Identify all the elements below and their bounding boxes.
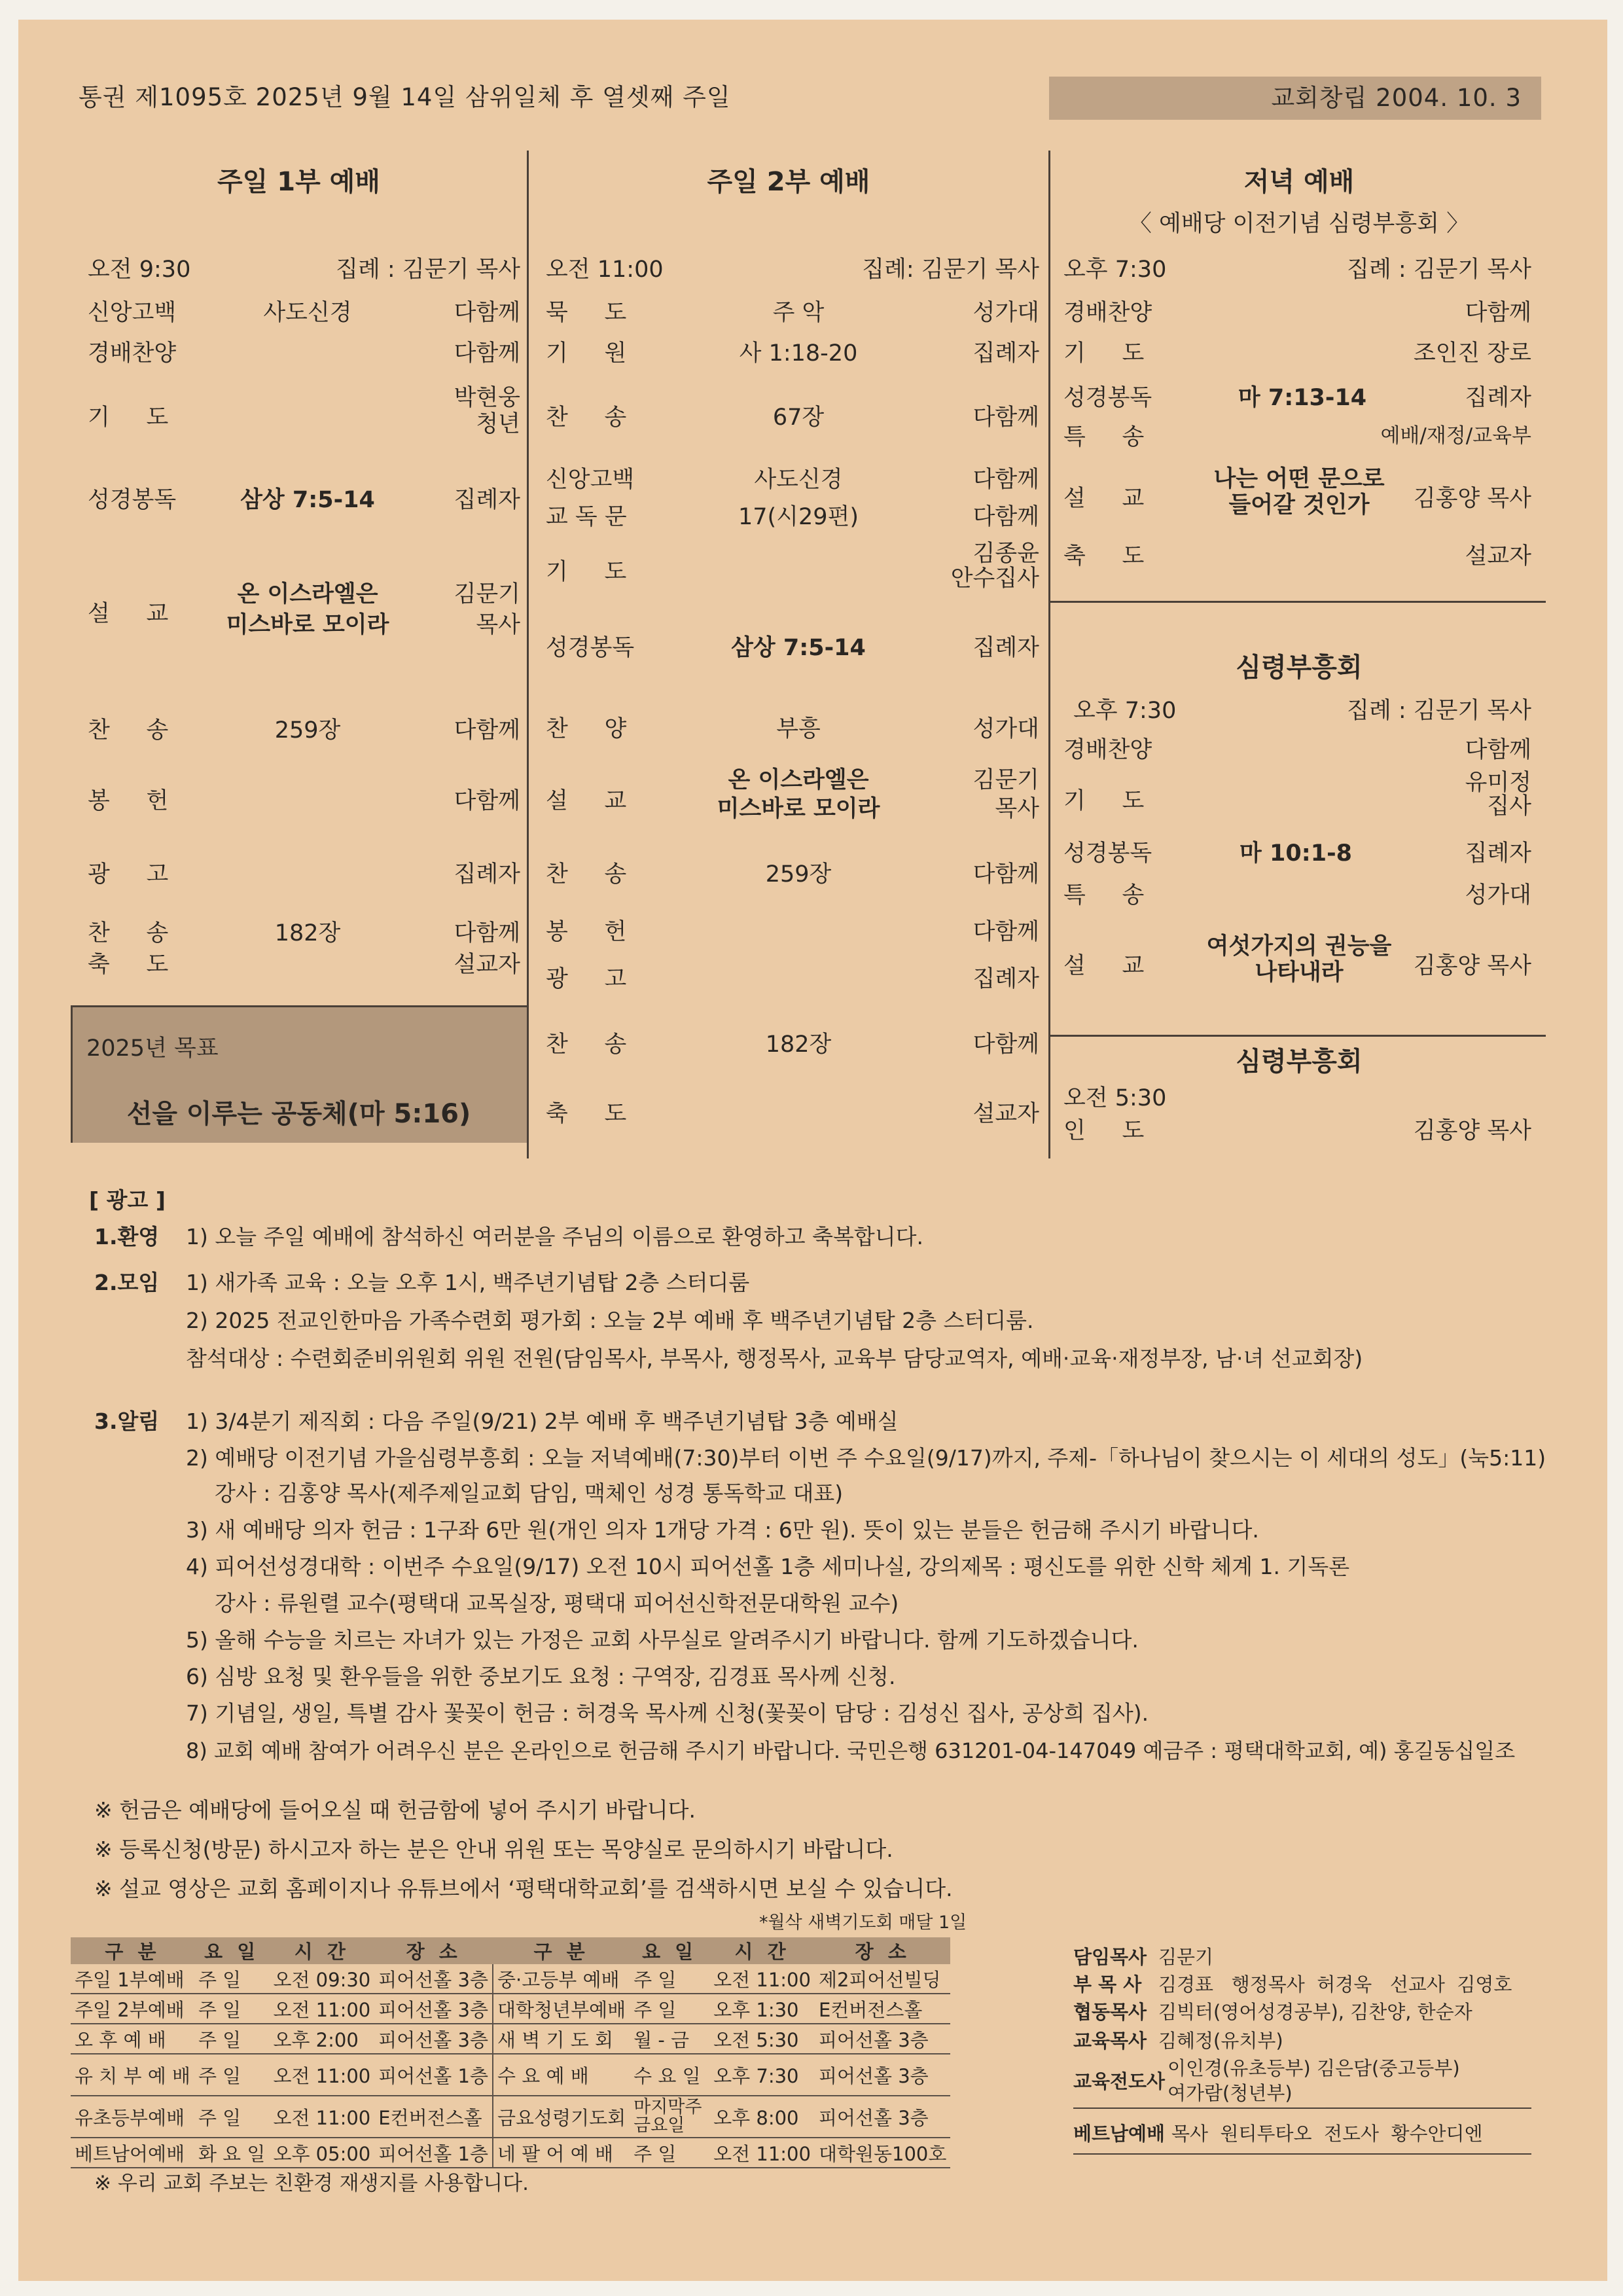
ads-heading: [ 광고 ]: [89, 1187, 166, 1213]
col3-subtitle: 〈 예배당 이전기념 심령부흥회 〉: [1128, 211, 1470, 237]
col1-item: 성경봉독: [88, 487, 177, 513]
col1-content: 182장: [274, 920, 341, 946]
col2-item: 찬 송: [546, 861, 627, 888]
table-header: 장 소: [815, 1937, 950, 1964]
table-header: 요 일: [630, 1937, 709, 1964]
col1-item: 봉 헌: [88, 788, 169, 814]
col2-who-line2: 안수집사: [950, 565, 1039, 592]
ads-notice-label: 3.알림: [94, 1408, 160, 1434]
staff-role: 교육목사: [1073, 2030, 1147, 2052]
revival1-item: 성경봉독: [1063, 840, 1152, 867]
col3-item: 성경봉독: [1063, 385, 1152, 411]
table-row: [71, 1994, 950, 2024]
staff-edu: [1073, 2026, 1283, 2053]
col2-item: 찬 양: [546, 716, 627, 742]
staff-viet: [1073, 2119, 1483, 2146]
goal-text: 선을 이루는 공동체(마 5:16): [126, 1099, 471, 1129]
staff-evang: [1073, 2067, 1166, 2094]
table-cell: 주 일: [630, 2138, 709, 2168]
table-header: 구 분: [71, 1937, 194, 1964]
section-divider: [1048, 1035, 1546, 1037]
table-cell: 주일 2부예배: [71, 1994, 194, 2024]
table-cell: 오전 11:00: [269, 2054, 374, 2096]
table-cell: 오전 11:00: [269, 1994, 374, 2024]
column-divider: [527, 151, 529, 1158]
col2-who-line2: 목사: [995, 796, 1039, 822]
table-cell: 마지막주 금요일: [630, 2096, 709, 2138]
revival1-leader: 집례 : 김문기 목사: [1347, 698, 1531, 724]
table-cell: 금요성령기도회: [493, 2096, 630, 2138]
ads-meeting-line: 참석대상 : 수련회준비위원회 위원 전원(담임목사, 부목사, 행정목사, 교육부 담당교역자, 예배·교육·재정부장, 남·녀 선교회장): [186, 1346, 1363, 1371]
table-cell: 피어선홀 3층: [815, 2054, 950, 2096]
revival1-time: 오후 7:30: [1073, 698, 1177, 724]
revival1-content: 마 10:1-8: [1240, 840, 1352, 867]
table-cell: 피어선홀 3층: [815, 2024, 950, 2054]
col1-who-line1: 김문기: [454, 581, 520, 607]
col1-who: 집례자: [454, 861, 520, 888]
col2-who: 성가대: [972, 716, 1039, 742]
table-header: 시 간: [709, 1937, 815, 1964]
col2-time: 오전 11:00: [546, 257, 664, 283]
col3-who: 설교자: [1465, 543, 1531, 569]
col3-item: 설 교: [1063, 486, 1145, 512]
ads-notice-line: 3) 새 예배당 의자 헌금 : 1구좌 6만 원(개인 의자 1개당 가격 : 6만 원). 뜻이 있는 분들은 헌금해 주시기 바랍니다.: [186, 1517, 1259, 1543]
col1-leader: 집례 : 김문기 목사: [336, 257, 520, 283]
staff-names: 김빅터(영어성경공부), 김찬양, 한순자: [1158, 2001, 1472, 2023]
col2-content: 사 1:18-20: [739, 340, 858, 367]
col3-who: 조인진 장로: [1413, 340, 1531, 367]
staff-role: 부 목 사: [1073, 1973, 1142, 1996]
table-row: [71, 2024, 950, 2054]
table-header: 시 간: [269, 1937, 374, 1964]
ads-note: ※ 헌금은 예배당에 들어오실 때 헌금함에 넣어 주시기 바랍니다.: [94, 1797, 696, 1823]
revival1-sermon-line1: 여섯가지의 권능을: [1206, 933, 1392, 960]
ads-notice-line: 강사 : 류원렬 교수(평택대 교목실장, 평택대 피어선신학전문대학원 교수): [215, 1590, 899, 1616]
col2-item: 교 독 문: [546, 504, 627, 530]
staff-role: 협동목사: [1073, 2001, 1147, 2023]
revival1-who: 김홍양 목사: [1413, 953, 1531, 979]
col3-time: 오후 7:30: [1063, 257, 1167, 283]
issue-info: 통권 제1095호 2025년 9월 14일 삼위일체 후 열셋째 주일: [79, 83, 731, 111]
table-header: 장 소: [374, 1937, 493, 1964]
col1-who: 다함께: [454, 340, 520, 367]
ads-notice-line: 강사 : 김홍양 목사(제주제일교회 담임, 맥체인 성경 통독학교 대표): [215, 1480, 844, 1506]
col2-item: 성경봉독: [546, 635, 635, 661]
col2-content: 부흥: [776, 716, 821, 742]
table-cell: 수 요 예 배: [493, 2054, 630, 2096]
table-cell: 주일 1부예배: [71, 1964, 194, 1994]
ads-meeting-label: 2.모임: [94, 1270, 160, 1295]
table-cell: 피어선홀 1층: [374, 2138, 493, 2168]
col1-who: 다함께: [454, 300, 520, 326]
col3-leader: 집례 : 김문기 목사: [1347, 257, 1531, 283]
col2-content: 삼상 7:5-14: [731, 635, 866, 661]
col3-content: 마 7:13-14: [1238, 385, 1367, 411]
col1-item: 찬 송: [88, 920, 169, 946]
staff-role: 담임목사: [1073, 1946, 1147, 1968]
table-cell: 주 일: [194, 1994, 269, 2024]
founding-date: 교회창립 2004. 10. 3: [1049, 77, 1541, 120]
col1-who: 집례자: [454, 487, 520, 513]
table-cell: 오후 05:00: [269, 2138, 374, 2168]
table-cell: 주 일: [194, 1964, 269, 1994]
col2-who: 다함께: [972, 1031, 1039, 1058]
col2-content: 182장: [765, 1031, 832, 1058]
col2-content: 주 악: [772, 300, 825, 326]
section-divider: [1048, 601, 1546, 603]
dawn-prayer-note: *월삭 새벽기도회 매달 1일: [759, 1912, 967, 1933]
staff-names: 김경표 행정목사 허경욱 선교사 김영호: [1158, 1973, 1512, 1996]
table-cell: 대학청년부예배: [493, 1994, 630, 2024]
col2-item: 설 교: [546, 788, 627, 814]
staff-divider: [1073, 2108, 1531, 2109]
col2-leader: 집례: 김문기 목사: [862, 257, 1039, 283]
col2-who: 다함께: [972, 404, 1039, 431]
col1-item: 신앙고백: [88, 300, 177, 326]
col1-item: 광 고: [88, 861, 169, 888]
col1-who: 설교자: [454, 952, 520, 978]
revival2-who: 김홍양 목사: [1413, 1118, 1531, 1144]
staff-lead: [1073, 1943, 1213, 1969]
col2-who: 다함께: [972, 919, 1039, 945]
staff-evang-line1: 이인경(유초등부) 김은담(중고등부): [1168, 2057, 1460, 2079]
col2-item: 기 도: [546, 559, 627, 585]
ads-notice-line: 7) 기념일, 생일, 특별 감사 꽃꽂이 헌금 : 허경욱 목사께 신청(꽃꽂이 담당 : 김성신 집사, 공상희 집사).: [186, 1700, 1149, 1726]
table-cell: 수 요 일: [630, 2054, 709, 2096]
col2-title: 주일 2부 예배: [707, 167, 870, 197]
col1-item: 설 교: [88, 601, 169, 627]
col2-sermon-line2: 미스바로 모이라: [717, 796, 880, 822]
col2-content: 17(시29편): [738, 504, 859, 530]
table-cell: 오후 8:00: [709, 2096, 815, 2138]
revival1-who: 다함께: [1465, 737, 1531, 763]
table-cell: 오전 11:00: [709, 2138, 815, 2168]
table-cell: 오후 7:30: [709, 2054, 815, 2096]
ads-note: ※ 등록신청(방문) 하시고자 하는 분은 안내 위원 또는 목양실로 문의하시기 바랍니다.: [94, 1837, 893, 1862]
table-cell: 유초등부예배: [71, 2096, 194, 2138]
ads-notice-line: 4) 피어선성경대학 : 이번주 수요일(9/17) 오전 10시 피어선홀 1층 세미나실, 강의제목 : 평신도를 위한 신학 체계 1. 기독론: [186, 1554, 1350, 1579]
revival1-sermon-line2: 나타내라: [1255, 960, 1344, 986]
col3-item: 축 도: [1063, 543, 1145, 569]
col3-item: 특 송: [1063, 424, 1145, 450]
staff-names: 목사 원티투타오 전도사 황수안디엔: [1171, 2123, 1483, 2145]
table-cell: 주 일: [194, 2024, 269, 2054]
col1-item: 축 도: [88, 952, 169, 978]
revival2-title: 심령부흥회: [1236, 1047, 1363, 1077]
col2-item: 묵 도: [546, 300, 627, 326]
col2-sermon-line1: 온 이스라엘은: [728, 767, 869, 793]
table-cell: E컨버전스홀: [374, 2096, 493, 2138]
col2-content: 67장: [772, 404, 825, 431]
table-header: 요 일: [194, 1937, 269, 1964]
table-cell: 화 요 일: [194, 2138, 269, 2168]
table-cell: 주 일: [194, 2054, 269, 2096]
table-cell: 주 일: [194, 2096, 269, 2138]
revival1-item: 설 교: [1063, 953, 1145, 979]
col1-who: 다함께: [454, 788, 520, 814]
col1-item: 찬 송: [88, 717, 169, 744]
table-cell: 새 벽 기 도 회: [493, 2024, 630, 2054]
staff-names: 김문기: [1158, 1946, 1214, 1968]
col3-who: 김홍양 목사: [1413, 486, 1531, 512]
table-cell: 피어선홀 3층: [815, 2096, 950, 2138]
footer-note: ※ 우리 교회 주보는 친환경 재생지를 사용합니다.: [94, 2172, 529, 2195]
col1-sermon-line1: 온 이스라엘은: [237, 581, 378, 607]
col3-sermon-line1: 나는 어떤 문으로: [1213, 466, 1385, 492]
col1-sermon-line2: 미스바로 모이라: [226, 612, 389, 638]
col2-who: 집례자: [972, 635, 1039, 661]
col1-time: 오전 9:30: [88, 257, 191, 283]
col2-who: 성가대: [972, 300, 1039, 326]
col3-who: 집례자: [1465, 385, 1531, 411]
table-cell: 피어선홀 3층: [374, 1964, 493, 1994]
table-row: [71, 2138, 950, 2168]
col2-content: 259장: [765, 861, 832, 888]
table-cell: 주 일: [630, 1964, 709, 1994]
col1-who-line1: 박현웅: [454, 385, 520, 411]
staff-role: 교육전도사: [1073, 2070, 1166, 2092]
worship-schedule-table: [71, 1937, 950, 2168]
col3-item: 기 도: [1063, 340, 1145, 367]
col2-who: 집례자: [972, 966, 1039, 992]
col2-who-line1: 김종윤: [972, 541, 1039, 567]
revival1-item: 특 송: [1063, 882, 1145, 908]
table-cell: 월 - 금: [630, 2024, 709, 2054]
col2-who: 설교자: [972, 1101, 1039, 1127]
revival1-item: 경배찬양: [1063, 737, 1152, 763]
table-cell: 주 일: [630, 1994, 709, 2024]
table-cell: 제2피어선빌딩: [815, 1964, 950, 1994]
col1-item: 경배찬양: [88, 340, 177, 367]
revival1-who: 집례자: [1465, 840, 1531, 867]
revival2-time: 오전 5:30: [1063, 1085, 1167, 1111]
ads-meeting-line: 1) 새가족 교육 : 오늘 오후 1시, 백주년기념탑 2층 스터디룸: [186, 1270, 750, 1295]
col3-who: 예배/재정/교육부: [1380, 424, 1531, 448]
ads-notice-line: 5) 올해 수능을 치르는 자녀가 있는 가정은 교회 사무실로 알려주시기 바랍니다. 함께 기도하겠습니다.: [186, 1627, 1139, 1653]
col1-content: 사도신경: [263, 300, 352, 326]
staff-assoc: [1073, 1970, 1512, 1997]
col2-who-line1: 김문기: [972, 767, 1039, 793]
col2-who: 다함께: [972, 504, 1039, 530]
table-cell: 오전 09:30: [269, 1964, 374, 1994]
col2-who: 다함께: [972, 861, 1039, 888]
goal-label: 2025년 목표: [86, 1035, 219, 1062]
col1-who-line2: 청년: [476, 411, 520, 437]
table-cell: 피어선홀 3층: [374, 2024, 493, 2054]
table-cell: 오전 11:00: [709, 1964, 815, 1994]
table-cell: 네 팔 어 예 배: [493, 2138, 630, 2168]
col2-who: 다함께: [972, 467, 1039, 493]
col3-title: 저녁 예배: [1243, 167, 1355, 197]
col3-who: 다함께: [1465, 300, 1531, 326]
col2-item: 찬 송: [546, 1031, 627, 1058]
revival1-who-line1: 유미정: [1465, 770, 1531, 796]
col2-item: 찬 송: [546, 404, 627, 431]
table-header: 구 분: [493, 1937, 630, 1964]
table-cell: 피어선홀 3층: [374, 1994, 493, 2024]
col2-item: 축 도: [546, 1101, 627, 1127]
revival1-who-line2: 집사: [1487, 793, 1531, 819]
revival1-item: 기 도: [1063, 788, 1145, 814]
col1-content: 259장: [274, 717, 341, 744]
staff-evang-line2: 여가람(청년부): [1168, 2082, 1293, 2104]
table-cell: 오후 1:30: [709, 1994, 815, 2024]
table-row: [71, 2096, 950, 2138]
col3-item: 경배찬양: [1063, 300, 1152, 326]
col3-sermon-line2: 들어갈 것인가: [1228, 492, 1370, 518]
col1-item: 기 도: [88, 404, 169, 431]
table-cell: 오 후 예 배: [71, 2024, 194, 2054]
revival1-who: 성가대: [1465, 882, 1531, 908]
staff-role: 베트남예배: [1073, 2123, 1166, 2145]
ads-welcome-label: 1.환영: [94, 1224, 160, 1249]
table-header-row: [71, 1937, 950, 1964]
col2-content: 사도신경: [754, 467, 843, 493]
revival1-title: 심령부흥회: [1236, 653, 1363, 683]
ads-notice-line: 8) 교회 예배 참여가 어려우신 분은 온라인으로 헌금해 주시기 바랍니다. 국민은행 631201-04-147049 예금주 : 평택대학교회, 예) 홍길동십일조: [186, 1738, 1516, 1763]
ads-welcome: 1) 오늘 주일 예배에 참석하신 여러분을 주님의 이름으로 환영하고 축복합니다.: [186, 1224, 923, 1249]
col2-item: 기 원: [546, 340, 627, 367]
ads-notice-line: 1) 3/4분기 제직회 : 다음 주일(9/21) 2부 예배 후 백주년기념탑 3층 예배실: [186, 1408, 899, 1434]
staff-coop: [1073, 1998, 1472, 2024]
table-cell: 중·고등부 예배: [493, 1964, 630, 1994]
col1-who-line2: 목사: [476, 612, 520, 638]
table-row: [71, 1964, 950, 1994]
ads-meeting-line: 2) 2025 전교인한마음 가족수련회 평가회 : 오늘 2부 예배 후 백주년기념탑 2층 스터디룸.: [186, 1308, 1034, 1333]
table-cell: 오전 5:30: [709, 2024, 815, 2054]
table-cell: E컨버전스홀: [815, 1994, 950, 2024]
col1-content: 삼상 7:5-14: [240, 487, 375, 513]
ads-notice-line: 2) 예배당 이전기념 가을심령부흥회 : 오늘 저녁예배(7:30)부터 이번 주 수요일(9/17)까지, 주제-「하나님이 찾으시는 이 세대의 성도」(눅5:11): [186, 1445, 1546, 1471]
col2-item: 봉 헌: [546, 919, 627, 945]
col2-who: 집례자: [972, 340, 1039, 367]
table-cell: 대학원동100호: [815, 2138, 950, 2168]
col1-title: 주일 1부 예배: [217, 167, 380, 197]
col2-item: 광 고: [546, 966, 627, 992]
table-row: [71, 2054, 950, 2096]
revival2-item: 인 도: [1063, 1118, 1145, 1144]
ads-note: ※ 설교 영상은 교회 홈페이지나 유튜브에서 ‘평택대학교회’를 검색하시면 보실 수 있습니다.: [94, 1876, 953, 1901]
col2-item: 신앙고백: [546, 467, 635, 493]
col1-who: 다함께: [454, 717, 520, 744]
table-cell: 피어선홀 1층: [374, 2054, 493, 2096]
staff-divider: [1073, 2153, 1531, 2155]
table-cell: 유 치 부 예 배: [71, 2054, 194, 2096]
table-cell: 오전 11:00: [269, 2096, 374, 2138]
ads-notice-line: 6) 심방 요청 및 환우들을 위한 중보기도 요청 : 구역장, 김경표 목사께 신청.: [186, 1664, 896, 1689]
staff-names: 김혜정(유치부): [1158, 2030, 1283, 2052]
table-cell: 베트남어예배: [71, 2138, 194, 2168]
table-cell: 오후 2:00: [269, 2024, 374, 2054]
col1-who: 다함께: [454, 920, 520, 946]
